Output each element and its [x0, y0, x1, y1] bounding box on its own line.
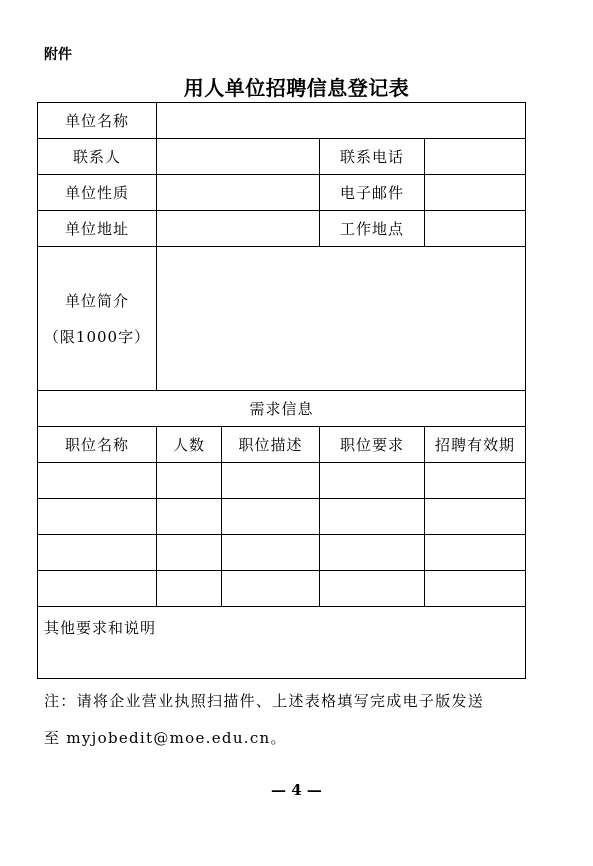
col-header-requirement: 职位要求 [320, 427, 425, 463]
input-unit-name[interactable] [157, 103, 526, 139]
row-other [38, 607, 526, 679]
cell-validity[interactable] [425, 535, 526, 571]
col-header-description: 职位描述 [222, 427, 320, 463]
cell-description[interactable] [222, 571, 320, 607]
label-email: 电子邮件 [320, 175, 425, 211]
note-line-2: 至 myjobedit@moe.edu.cn。 [44, 729, 287, 747]
input-phone[interactable] [425, 139, 526, 175]
cell-count[interactable] [157, 463, 222, 499]
demand-section-header: 需求信息 [38, 391, 526, 427]
label-work-location: 工作地点 [320, 211, 425, 247]
other-requirements-field[interactable]: 其他要求和说明 [38, 607, 526, 679]
page-number: — 4 — [271, 781, 322, 799]
col-header-count: 人数 [157, 427, 222, 463]
cell-description[interactable] [222, 499, 320, 535]
cell-position[interactable] [38, 463, 157, 499]
cell-validity[interactable] [425, 499, 526, 535]
demand-row [38, 463, 526, 499]
input-email[interactable] [425, 175, 526, 211]
demand-row [38, 499, 526, 535]
col-header-validity: 招聘有效期 [425, 427, 526, 463]
demand-column-headers [38, 427, 526, 463]
input-contact[interactable] [157, 139, 320, 175]
label-contact: 联系人 [38, 139, 157, 175]
cell-validity[interactable] [425, 463, 526, 499]
input-work-location[interactable] [425, 211, 526, 247]
cell-requirement[interactable] [320, 499, 425, 535]
note-line-1: 注：请将企业营业执照扫描件、上述表格填写完成电子版发送 [44, 692, 485, 710]
cell-count[interactable] [157, 499, 222, 535]
form-title: 用人单位招聘信息登记表 [183, 76, 410, 100]
registration-form-table [37, 102, 526, 679]
demand-row [38, 571, 526, 607]
label-unit-name: 单位名称 [38, 103, 157, 139]
col-header-position: 职位名称 [38, 427, 157, 463]
cell-position[interactable] [38, 535, 157, 571]
label-address: 单位地址 [38, 211, 157, 247]
row-nature [38, 175, 526, 211]
label-phone: 联系电话 [320, 139, 425, 175]
input-nature[interactable] [157, 175, 320, 211]
input-intro[interactable] [157, 247, 526, 391]
row-contact [38, 139, 526, 175]
input-address[interactable] [157, 211, 320, 247]
row-unit-name [38, 103, 526, 139]
cell-description[interactable] [222, 535, 320, 571]
demand-row [38, 535, 526, 571]
cell-requirement[interactable] [320, 535, 425, 571]
cell-count[interactable] [157, 571, 222, 607]
cell-count[interactable] [157, 535, 222, 571]
cell-validity[interactable] [425, 571, 526, 607]
label-nature: 单位性质 [38, 175, 157, 211]
intro-label-text: 单位简介 [64, 291, 129, 310]
label-intro [38, 247, 157, 391]
cell-position[interactable] [38, 571, 157, 607]
cell-position[interactable] [38, 499, 157, 535]
cell-requirement[interactable] [320, 463, 425, 499]
cell-description[interactable] [222, 463, 320, 499]
row-address [38, 211, 526, 247]
intro-limit-text: （限1000字） [43, 327, 151, 346]
attachment-label: 附件 [44, 47, 72, 63]
row-intro [38, 247, 526, 391]
cell-requirement[interactable] [320, 571, 425, 607]
row-demand-header [38, 391, 526, 427]
